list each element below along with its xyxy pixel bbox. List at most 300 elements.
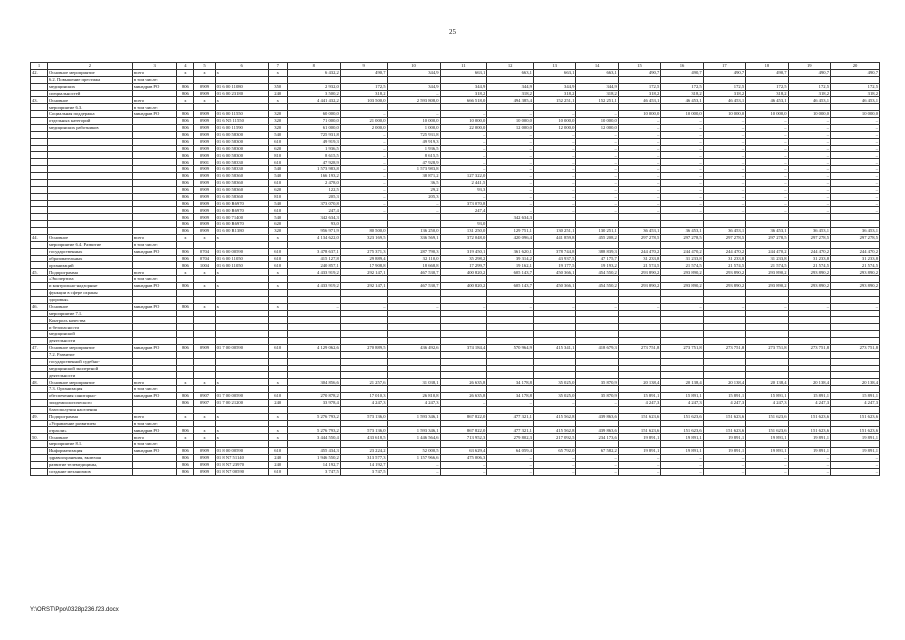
table-cell: 80 500,0 <box>340 228 387 235</box>
table-cell <box>31 159 48 166</box>
table-cell: 344,9 <box>440 83 487 90</box>
table-cell <box>215 317 268 324</box>
table-cell <box>440 76 487 83</box>
table-cell: 130 251,1 <box>576 228 618 235</box>
table-cell <box>268 386 287 393</box>
table-cell <box>487 324 534 331</box>
table-cell: 3 444 550,4 <box>287 434 340 441</box>
table-cell: х <box>194 434 215 441</box>
table-cell: 151 623,6 <box>788 413 830 420</box>
table-cell <box>31 166 48 173</box>
table-cell <box>387 214 440 221</box>
table-cell: Основное <box>47 434 132 441</box>
table-cell: 36 453,1 <box>618 228 660 235</box>
table-cell: 151 623,6 <box>788 427 830 434</box>
table-cell: – <box>746 152 788 159</box>
table-cell: 0704 <box>194 248 215 255</box>
table-cell: х <box>194 269 215 276</box>
table-cell: – <box>661 179 703 186</box>
table-cell <box>132 145 177 152</box>
table-row <box>31 344 880 351</box>
table-cell: – <box>618 303 660 310</box>
table-cell <box>340 76 387 83</box>
table-cell: 320 <box>268 111 287 118</box>
table-cell: 0909 <box>194 152 215 159</box>
table-cell: – <box>340 166 387 173</box>
table-cell <box>215 441 268 448</box>
table-cell: 19 891,1 <box>618 434 660 441</box>
table-cell: – <box>788 179 830 186</box>
table-cell: 64 059,4 <box>487 448 534 455</box>
table-cell <box>576 420 618 427</box>
table-cell: – <box>618 152 660 159</box>
table-cell: 663,1 <box>533 69 575 76</box>
table-cell <box>31 138 48 145</box>
table-cell: 14 192,7 <box>340 461 387 468</box>
table-cell: – <box>703 186 745 193</box>
table-cell: минздрав РО <box>132 248 177 255</box>
table-cell: 806 <box>177 454 194 461</box>
table-cell: – <box>831 461 880 468</box>
table-cell <box>31 104 48 111</box>
table-cell: 293 890,2 <box>746 269 788 276</box>
table-cell: 151 623,6 <box>703 413 745 420</box>
table-cell: – <box>831 159 880 166</box>
column-number-13: 13 <box>533 63 575 70</box>
table-cell: всего <box>132 234 177 241</box>
table-cell: – <box>440 193 487 200</box>
table-cell <box>788 221 830 228</box>
table-cell: 19 891,1 <box>661 434 703 441</box>
table-cell <box>788 372 830 379</box>
table-cell: 0901 <box>194 159 215 166</box>
table-cell: 378 744,8 <box>533 248 575 255</box>
table-cell <box>533 296 575 303</box>
table-cell: 151 623,6 <box>661 427 703 434</box>
table-cell: – <box>533 454 575 461</box>
table-cell <box>31 310 48 317</box>
table-cell <box>194 331 215 338</box>
table-cell: 01 6 00 58300 <box>215 138 268 145</box>
table-cell <box>177 358 194 365</box>
table-cell: – <box>576 468 618 475</box>
table-cell <box>440 406 487 413</box>
table-cell: – <box>387 207 440 214</box>
table-cell: 47 175,7 <box>576 255 618 262</box>
table-cell: 10 000,0 <box>831 111 880 118</box>
table-cell: обеспечения санитарно- <box>47 393 132 400</box>
table-cell <box>703 276 745 283</box>
table-cell: 244 470,2 <box>788 248 830 255</box>
table-cell: – <box>703 138 745 145</box>
table-cell: 01 6 00 58360 <box>215 186 268 193</box>
table-cell <box>661 372 703 379</box>
table-cell <box>31 90 48 97</box>
table-cell: – <box>788 461 830 468</box>
table-cell: 10 000,0 <box>703 111 745 118</box>
table-cell: 8 615,5 <box>387 152 440 159</box>
table-cell <box>47 193 132 200</box>
table-cell: 01 6 00 58300 <box>215 131 268 138</box>
table-cell: 103 500,0 <box>340 97 387 104</box>
table-cell: 01 8 N7 23970 <box>215 461 268 468</box>
table-cell: 293 890,2 <box>703 283 745 290</box>
table-cell: х <box>215 283 268 290</box>
table-cell: 318,2 <box>703 90 745 97</box>
table-cell <box>387 76 440 83</box>
table-cell: 361 620,1 <box>487 248 534 255</box>
table-cell: 477 321,1 <box>487 427 534 434</box>
table-row <box>31 372 880 379</box>
table-cell: 43. <box>31 97 48 104</box>
table-cell: 15 891,1 <box>746 393 788 400</box>
table-row <box>31 159 880 166</box>
table-cell: – <box>661 124 703 131</box>
table-cell <box>31 228 48 235</box>
table-cell: 806 <box>177 468 194 475</box>
table-cell <box>215 104 268 111</box>
table-cell: – <box>788 468 830 475</box>
table-cell <box>215 406 268 413</box>
table-row <box>31 427 880 434</box>
table-row <box>31 262 880 269</box>
table-cell: – <box>287 303 340 310</box>
table-cell <box>533 351 575 358</box>
table-cell: 0909 <box>194 448 215 455</box>
table-cell: 318,2 <box>576 90 618 97</box>
table-cell <box>831 441 880 448</box>
table-cell <box>831 331 880 338</box>
table-cell: 172,5 <box>618 83 660 90</box>
table-cell: 806 <box>177 228 194 235</box>
table-cell: 320 <box>268 228 287 235</box>
table-cell <box>746 358 788 365</box>
table-row <box>31 461 880 468</box>
table-cell: 240 857,1 <box>287 262 340 269</box>
table-cell <box>387 351 440 358</box>
table-cell: – <box>703 173 745 180</box>
table-cell <box>31 399 48 406</box>
table-cell <box>746 221 788 228</box>
table-cell <box>132 358 177 365</box>
table-cell: всего <box>132 379 177 386</box>
table-cell: 01 6 00 58330 <box>215 159 268 166</box>
table-cell <box>268 338 287 345</box>
table-cell: 0909 <box>194 200 215 207</box>
table-cell: – <box>661 173 703 180</box>
table-cell <box>831 351 880 358</box>
table-cell <box>31 152 48 159</box>
table-cell <box>287 331 340 338</box>
table-body <box>31 69 880 475</box>
table-cell: 388 839,3 <box>576 248 618 255</box>
table-cell <box>387 296 440 303</box>
table-cell <box>440 214 487 221</box>
table-cell: 26 635,8 <box>440 379 487 386</box>
table-row <box>31 269 880 276</box>
table-cell <box>31 76 48 83</box>
table-row <box>31 145 880 152</box>
table-cell: 3 478 637,1 <box>287 248 340 255</box>
table-cell <box>661 310 703 317</box>
table-cell <box>618 241 660 248</box>
table-cell: 19 891,1 <box>746 448 788 455</box>
table-cell: 810 <box>268 193 287 200</box>
table-cell: медицинской экспертной <box>47 365 132 372</box>
table-cell: х <box>194 234 215 241</box>
table-cell: организаций <box>47 262 132 269</box>
table-cell: 2 478,0 <box>287 179 340 186</box>
table-cell <box>268 358 287 365</box>
table-cell: 293 890,2 <box>746 283 788 290</box>
table-cell: – <box>487 468 534 475</box>
table-cell: – <box>831 118 880 125</box>
column-number-12: 12 <box>487 63 534 70</box>
table-cell <box>440 104 487 111</box>
table-cell: – <box>661 131 703 138</box>
table-cell: 01 6 00 58360 <box>215 179 268 186</box>
table-cell: 0909 <box>194 468 215 475</box>
table-cell: х <box>215 379 268 386</box>
table-cell <box>31 331 48 338</box>
table-cell: 475 006,3 <box>440 454 487 461</box>
table-cell <box>215 310 268 317</box>
table-cell: – <box>703 152 745 159</box>
table-cell: в том числе: <box>132 276 177 283</box>
table-cell: 2 593 808,0 <box>387 97 440 104</box>
table-cell <box>576 441 618 448</box>
table-cell: – <box>831 131 880 138</box>
table-cell: 372 048,0 <box>440 234 487 241</box>
table-cell: 01 6 00 R6970 <box>215 200 268 207</box>
table-cell: государственных <box>47 248 132 255</box>
table-cell <box>47 214 132 221</box>
table-cell: 415 562,8 <box>533 413 575 420</box>
table-cell <box>287 420 340 427</box>
column-number-5: 5 <box>194 63 215 70</box>
table-cell: – <box>340 173 387 180</box>
table-cell <box>132 461 177 468</box>
table-cell <box>132 186 177 193</box>
table-row <box>31 296 880 303</box>
table-cell <box>31 179 48 186</box>
table-cell: и контрольно-надзорные <box>47 283 132 290</box>
table-cell: х <box>268 434 287 441</box>
table-cell: – <box>340 179 387 186</box>
table-cell: 35 870,9 <box>576 379 618 386</box>
table-cell: – <box>533 193 575 200</box>
table-cell: х <box>194 283 215 290</box>
table-cell <box>703 386 745 393</box>
table-cell <box>177 296 194 303</box>
table-cell <box>31 358 48 365</box>
table-cell <box>268 331 287 338</box>
table-cell <box>487 365 534 372</box>
table-cell <box>788 324 830 331</box>
table-cell: – <box>576 152 618 159</box>
table-cell: 247,4 <box>440 207 487 214</box>
table-cell <box>31 124 48 131</box>
table-cell: – <box>788 207 830 214</box>
table-cell <box>287 441 340 448</box>
table-cell: медицинской <box>47 331 132 338</box>
table-cell <box>703 221 745 228</box>
table-cell: 350 <box>268 83 287 90</box>
table-cell: 01 6 N5 11550 <box>215 118 268 125</box>
table-cell: 806 <box>177 152 194 159</box>
table-cell: х <box>215 269 268 276</box>
table-cell <box>31 420 48 427</box>
table-cell: – <box>487 200 534 207</box>
table-row <box>31 152 880 159</box>
table-cell <box>661 420 703 427</box>
table-cell: – <box>831 207 880 214</box>
table-row <box>31 386 880 393</box>
table-cell <box>831 372 880 379</box>
table-cell: – <box>661 193 703 200</box>
table-cell: 273 751,8 <box>618 344 660 351</box>
table-cell <box>132 317 177 324</box>
table-cell <box>132 173 177 180</box>
table-row <box>31 379 880 386</box>
table-cell <box>31 221 48 228</box>
table-cell <box>132 310 177 317</box>
table-cell: – <box>746 193 788 200</box>
table-cell <box>618 406 660 413</box>
table-cell <box>215 76 268 83</box>
table-cell: – <box>661 138 703 145</box>
table-cell <box>31 186 48 193</box>
table-cell: – <box>788 200 830 207</box>
table-cell: 93,0 <box>287 221 340 228</box>
table-cell: 01 7 00 00590 <box>215 393 268 400</box>
table-cell <box>132 331 177 338</box>
table-cell <box>487 358 534 365</box>
table-cell <box>703 289 745 296</box>
table-cell: 400 820,2 <box>440 269 487 276</box>
table-cell <box>746 310 788 317</box>
table-cell: х <box>194 427 215 434</box>
table-cell: 806 <box>177 283 194 290</box>
table-row <box>31 468 880 475</box>
table-cell: 455 208,2 <box>576 234 618 241</box>
table-cell: деятельности <box>47 338 132 345</box>
table-cell: – <box>618 159 660 166</box>
table-cell: 71 000,0 <box>287 118 340 125</box>
table-cell: минздрав РО <box>132 111 177 118</box>
table-cell <box>287 372 340 379</box>
table-cell <box>268 276 287 283</box>
table-cell: 373 070,8 <box>440 200 487 207</box>
column-number-15: 15 <box>618 63 660 70</box>
table-cell <box>487 317 534 324</box>
table-cell <box>340 317 387 324</box>
table-cell: 93,0 <box>440 221 487 228</box>
table-cell <box>132 166 177 173</box>
table-cell <box>576 365 618 372</box>
table-cell: – <box>831 124 880 131</box>
table-cell: х <box>194 303 215 310</box>
table-cell: 344,9 <box>387 83 440 90</box>
table-cell: 273 751,8 <box>661 344 703 351</box>
table-cell: 806 <box>177 427 194 434</box>
table-cell: 323 169,5 <box>340 234 387 241</box>
table-cell: 806 <box>177 221 194 228</box>
table-cell: 297 278,5 <box>746 234 788 241</box>
table-cell: 166 193,2 <box>287 173 340 180</box>
table-cell: – <box>703 124 745 131</box>
table-cell: – <box>387 111 440 118</box>
table-cell <box>31 441 48 448</box>
table-cell <box>268 420 287 427</box>
table-cell: минздрав РО <box>132 283 177 290</box>
table-cell: 297 278,5 <box>788 234 830 241</box>
table-cell <box>440 351 487 358</box>
table-cell: 415 562,8 <box>533 427 575 434</box>
table-cell <box>194 296 215 303</box>
budget-table-container <box>30 62 880 476</box>
table-cell <box>47 221 132 228</box>
table-cell <box>194 358 215 365</box>
table-cell <box>618 296 660 303</box>
table-cell <box>132 131 177 138</box>
table-cell <box>47 145 132 152</box>
table-cell: 3 747,5 <box>287 468 340 475</box>
table-cell: 15 891,1 <box>703 393 745 400</box>
table-cell <box>746 420 788 427</box>
table-cell: – <box>788 118 830 125</box>
table-cell: 12 000,0 <box>533 124 575 131</box>
table-cell: 3 747,5 <box>340 468 387 475</box>
table-cell <box>387 420 440 427</box>
table-cell <box>831 289 880 296</box>
table-cell: – <box>576 159 618 166</box>
table-cell: 19 891,1 <box>788 448 830 455</box>
table-cell <box>831 406 880 413</box>
table-cell <box>533 441 575 448</box>
table-cell <box>132 152 177 159</box>
table-cell <box>287 324 340 331</box>
table-cell: 4 247,3 <box>746 399 788 406</box>
table-cell <box>487 351 534 358</box>
table-cell: 21 574,5 <box>788 262 830 269</box>
table-cell <box>618 338 660 345</box>
table-cell: в том числе: <box>132 76 177 83</box>
table-cell <box>31 214 48 221</box>
table-cell: 21 257,6 <box>340 379 387 386</box>
table-cell: – <box>340 193 387 200</box>
table-cell <box>661 241 703 248</box>
table-cell: 31 233,8 <box>618 255 660 262</box>
table-cell <box>132 365 177 372</box>
table-cell <box>132 406 177 413</box>
table-cell: 725 931,8 <box>387 131 440 138</box>
table-cell: х <box>215 413 268 420</box>
column-number-row <box>31 63 880 70</box>
table-cell: 35 298,2 <box>440 255 487 262</box>
table-cell <box>831 221 880 228</box>
table-cell: 152 251,1 <box>576 97 618 104</box>
table-cell: 490,7 <box>703 69 745 76</box>
table-cell: х <box>215 69 268 76</box>
table-cell: мероприятие 6.4. Развитие <box>47 241 132 248</box>
table-cell <box>788 214 830 221</box>
table-row <box>31 97 880 104</box>
table-cell: 217 092,5 <box>533 434 575 441</box>
table-cell: мероприятие 7.1. <box>47 310 132 317</box>
table-cell: 21 574,5 <box>746 262 788 269</box>
table-row <box>31 248 880 255</box>
